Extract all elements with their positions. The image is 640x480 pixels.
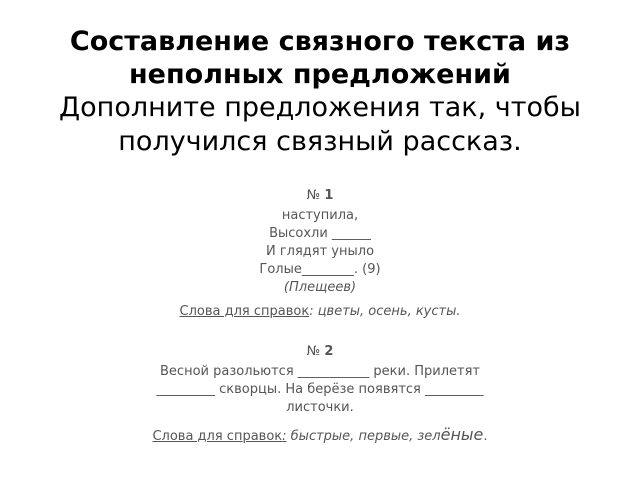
task2-line-2: _________ скворцы. На берёзе появятся _________ (156, 382, 484, 397)
task1-author: (Плещеев) (283, 280, 357, 295)
task2-hint-words: быстрые, первые, зел (286, 429, 441, 444)
exercise-content (100, 185, 540, 447)
slide-title: Составление связного текста из неполных предложений (69, 26, 571, 90)
task1-line-4: Голые________. (9) (259, 262, 381, 277)
task1-hint-words: : цветы, осень, кусты. (309, 304, 461, 319)
task2-line-3: листочки. (286, 400, 354, 415)
task1-number-value: 1 (324, 188, 334, 203)
task2-hint-ending: ёные (440, 425, 484, 444)
task1-line-1: наступила, (281, 208, 359, 223)
task2-number-value: 2 (324, 344, 334, 359)
task1-line-2: Высохли ______ (269, 226, 371, 241)
number-sign: № (306, 188, 321, 203)
title-block (20, 25, 620, 159)
task1-number (100, 185, 540, 207)
task2-hint-label: Слова для справок (152, 429, 283, 444)
task2-hint (100, 425, 540, 447)
task1-line-3: И глядят уныло (265, 244, 375, 259)
task1-hint (100, 303, 540, 321)
task2-line-1: Весной разольются ___________ реки. Прилетят (160, 364, 480, 379)
task2-number (100, 341, 540, 363)
task2-hint-colon: : (282, 429, 287, 444)
slide-subtitle: Дополните предложения так, чтобы получился связный рассказ. (59, 92, 581, 157)
number-sign: № (306, 344, 321, 359)
task2-hint-dot: . (483, 429, 488, 444)
task1-hint-label: Слова для справок (179, 304, 310, 319)
